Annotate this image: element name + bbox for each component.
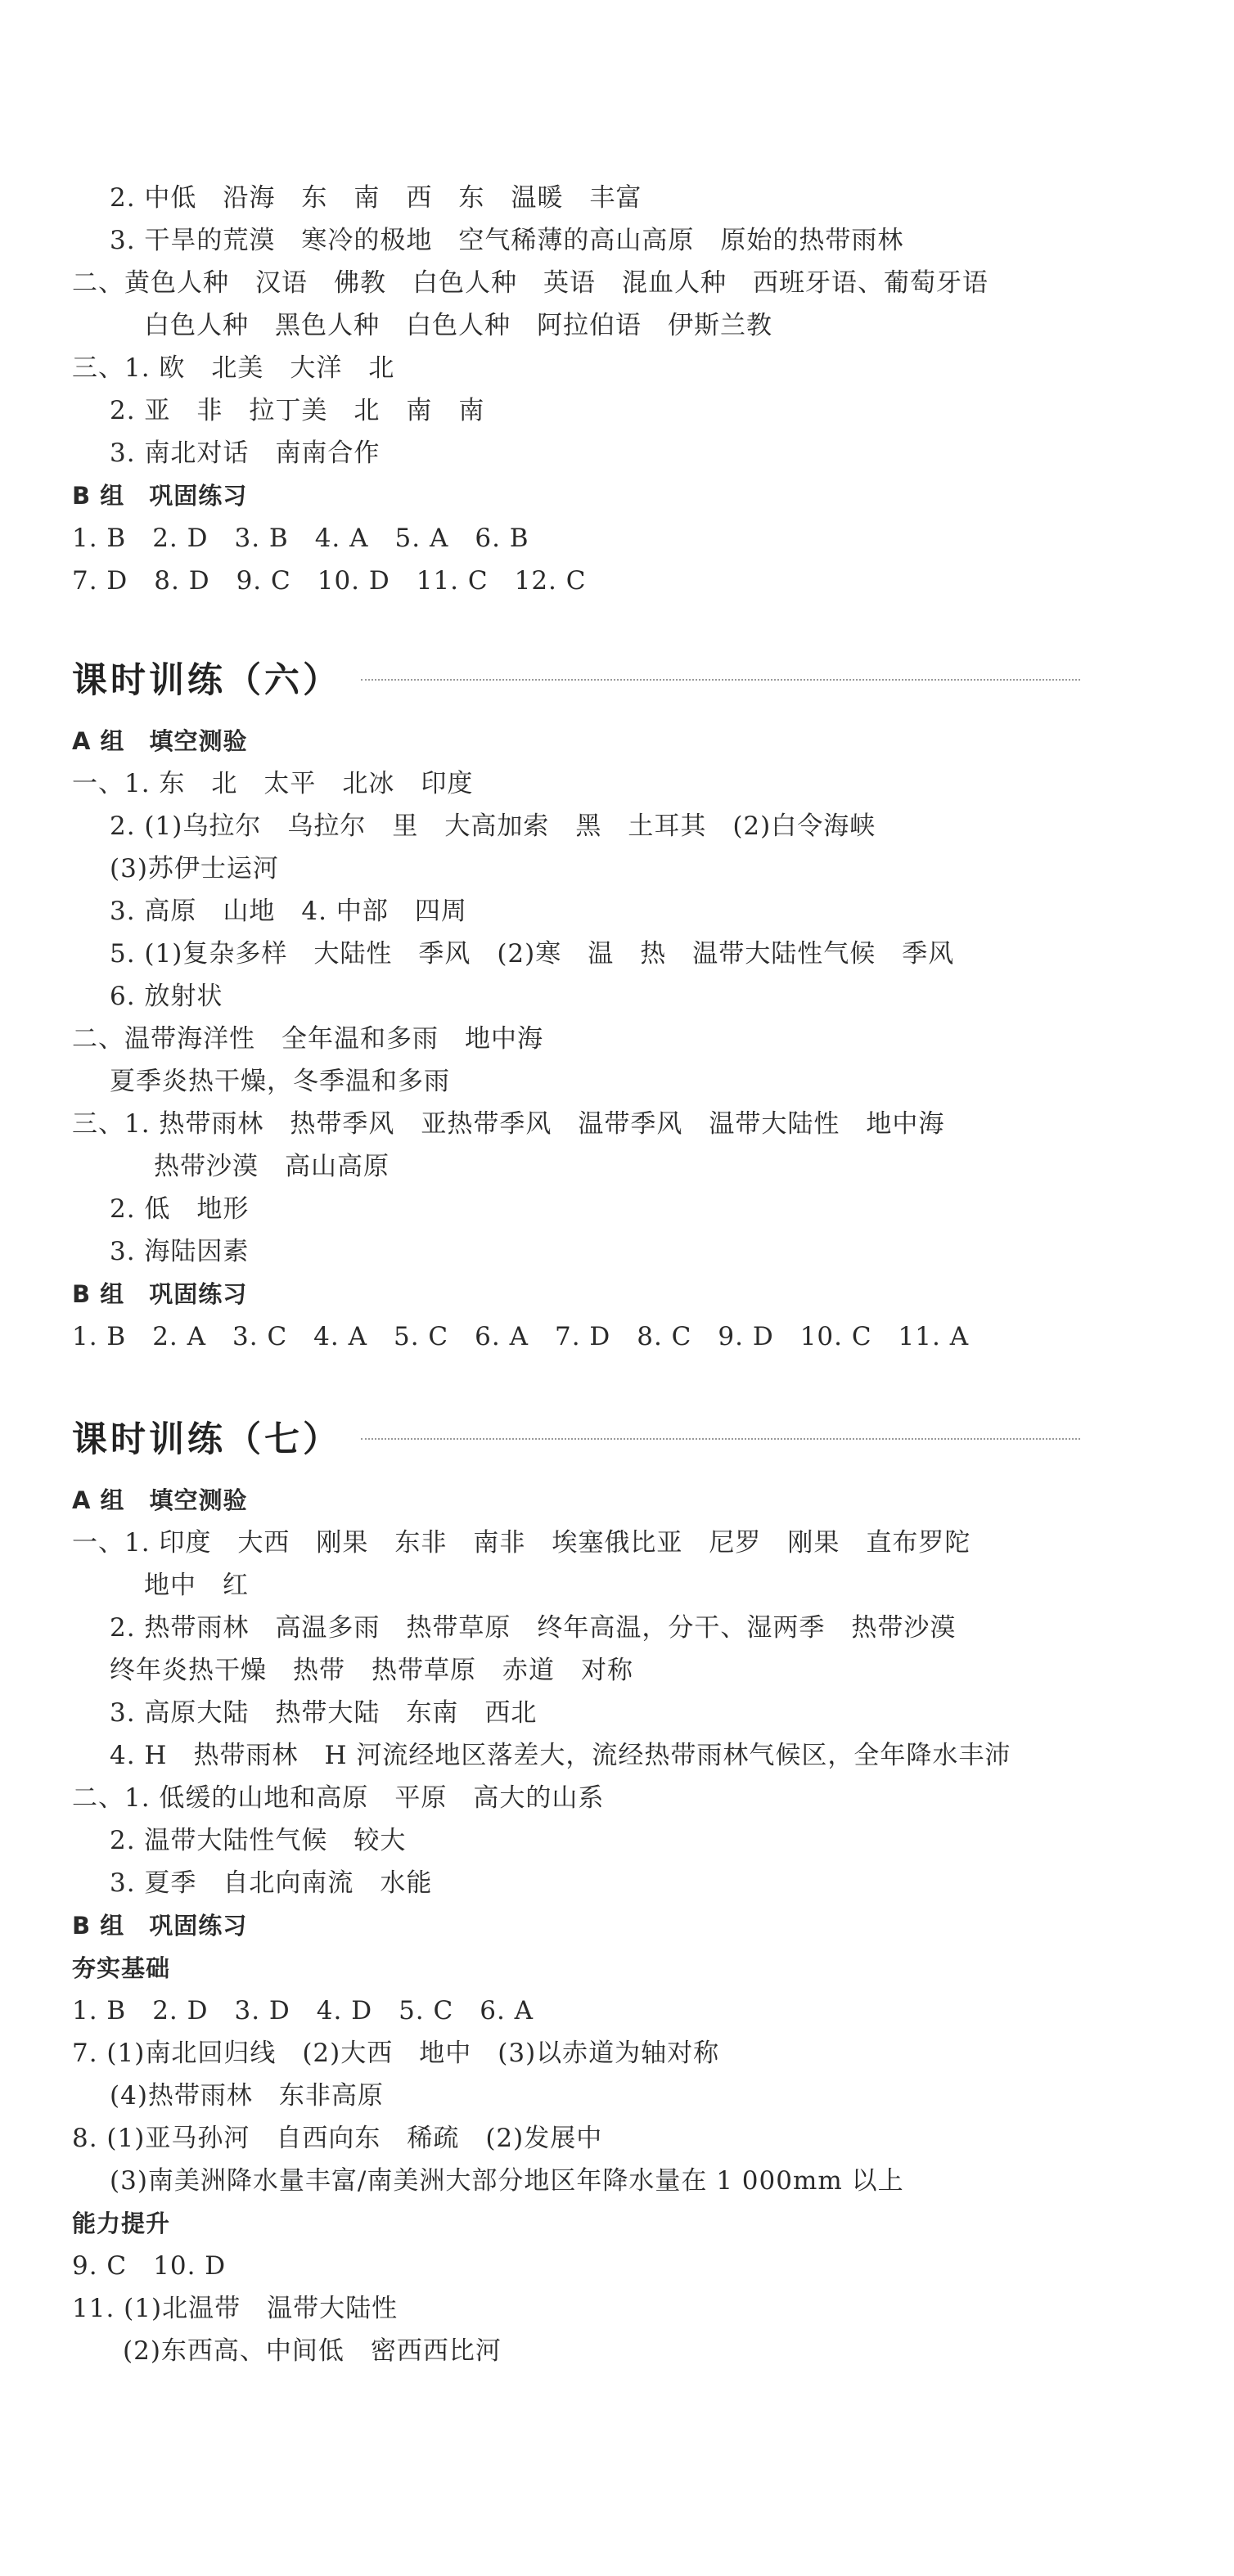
answer-line: 三、1. 热带雨林 热带季风 亚热带季风 温带季风 温带大陆性 地中海	[72, 1109, 945, 1139]
answer-line: 1. B 2. D 3. D 4. D 5. C 6. A	[72, 1996, 534, 2025]
answer-line: (4)热带雨林 东非高原	[110, 2081, 384, 2111]
dotted-rule	[361, 1438, 1080, 1440]
answer-line: 热带沙漠 高山高原	[154, 1152, 390, 1181]
answer-line: 9. C 10. D	[72, 2251, 227, 2281]
answer-line: 终年炎热干燥 热带 热带草原 赤道 对称	[110, 1656, 633, 1685]
subsection-label: A 组 填空测验	[72, 727, 248, 755]
subsection-label: B 组 巩固练习	[72, 1280, 248, 1308]
dotted-rule	[361, 679, 1080, 681]
answer-line: 5. (1)复杂多样 大陆性 季风 (2)寒 温 热 温带大陆性气候 季风	[110, 939, 955, 969]
answer-line: 11. (1)北温带 温带大陆性	[72, 2294, 399, 2323]
answer-line: (3)南美洲降水量丰富/南美洲大部分地区年降水量在 1 000mm 以上	[110, 2166, 904, 2196]
answer-line: (2)东西高、中间低 密西西比河	[123, 2336, 502, 2366]
answer-line: 7. (1)南北回归线 (2)大西 地中 (3)以赤道为轴对称	[72, 2039, 720, 2068]
section-heading	[72, 1412, 1080, 1461]
answer-line: 2. 低 地形	[110, 1194, 250, 1224]
answer-line: 2. 温带大陆性气候 较大	[110, 1826, 407, 1855]
answer-line: 1. B 2. A 3. C 4. A 5. C 6. A 7. D 8. C 9. D 10. C 11. A	[72, 1322, 970, 1351]
answer-line: 8. (1)亚马孙河 自西向东 稀疏 (2)发展中	[72, 2124, 603, 2153]
answer-line: 二、1. 低缓的山地和高原 平原 高大的山系	[72, 1783, 605, 1813]
subsection-label: 夯实基础	[72, 1954, 171, 1982]
answer-line: 白色人种 黑色人种 白色人种 阿拉伯语 伊斯兰教	[144, 311, 772, 340]
answer-line: 3. 海陆因素	[110, 1237, 250, 1266]
answer-line: 3. 夏季 自北向南流 水能	[110, 1868, 433, 1898]
subsection-label: 能力提升	[72, 2210, 171, 2237]
answer-line: 二、黄色人种 汉语 佛教 白色人种 英语 混血人种 西班牙语、葡萄牙语	[72, 268, 989, 298]
answer-line: 7. D 8. D 9. C 10. D 11. C 12. C	[72, 566, 587, 596]
answer-line: 4. H 热带雨林 H 河流经地区落差大，流经热带雨林气候区，全年降水丰沛	[110, 1741, 1011, 1770]
subsection-label: B 组 巩固练习	[72, 482, 248, 510]
subsection-label: A 组 填空测验	[72, 1486, 248, 1514]
answer-line: 夏季炎热干燥，冬季温和多雨	[110, 1067, 450, 1096]
answer-line: 2. 亚 非 拉丁美 北 南 南	[110, 396, 485, 425]
section-heading	[72, 653, 1080, 702]
answer-line: 一、1. 东 北 太平 北冰 印度	[72, 769, 474, 798]
answer-line: 2. 中低 沿海 东 南 西 东 温暖 丰富	[110, 183, 642, 213]
answer-line: 3. 南北对话 南南合作	[110, 438, 381, 468]
section-title: 课时训练（六）	[72, 659, 341, 701]
answer-line: 二、温带海洋性 全年温和多雨 地中海	[72, 1024, 543, 1054]
answer-line: 3. 高原 山地 4. 中部 四周	[110, 897, 467, 926]
section-title: 课时训练（七）	[72, 1418, 341, 1460]
answer-line: 地中 红	[144, 1571, 249, 1600]
answer-line: (3)苏伊士运河	[110, 854, 279, 883]
answer-line: 2. 热带雨林 高温多雨 热带草原 终年高温，分干、湿两季 热带沙漠	[110, 1613, 957, 1643]
answer-line: 三、1. 欧 北美 大洋 北	[72, 353, 395, 383]
answer-line: 3. 高原大陆 热带大陆 东南 西北	[110, 1698, 538, 1728]
answer-line: 1. B 2. D 3. B 4. A 5. A 6. B	[72, 524, 529, 553]
answer-line: 2. (1)乌拉尔 乌拉尔 里 大高加索 黑 土耳其 (2)白令海峡	[110, 811, 876, 841]
answer-line: 3. 干旱的荒漠 寒冷的极地 空气稀薄的高山高原 原始的热带雨林	[110, 226, 904, 255]
answer-line: 一、1. 印度 大西 刚果 东非 南非 埃塞俄比亚 尼罗 刚果 直布罗陀	[72, 1528, 971, 1558]
answer-line: 6. 放射状	[110, 982, 223, 1011]
subsection-label: B 组 巩固练习	[72, 1912, 248, 1940]
